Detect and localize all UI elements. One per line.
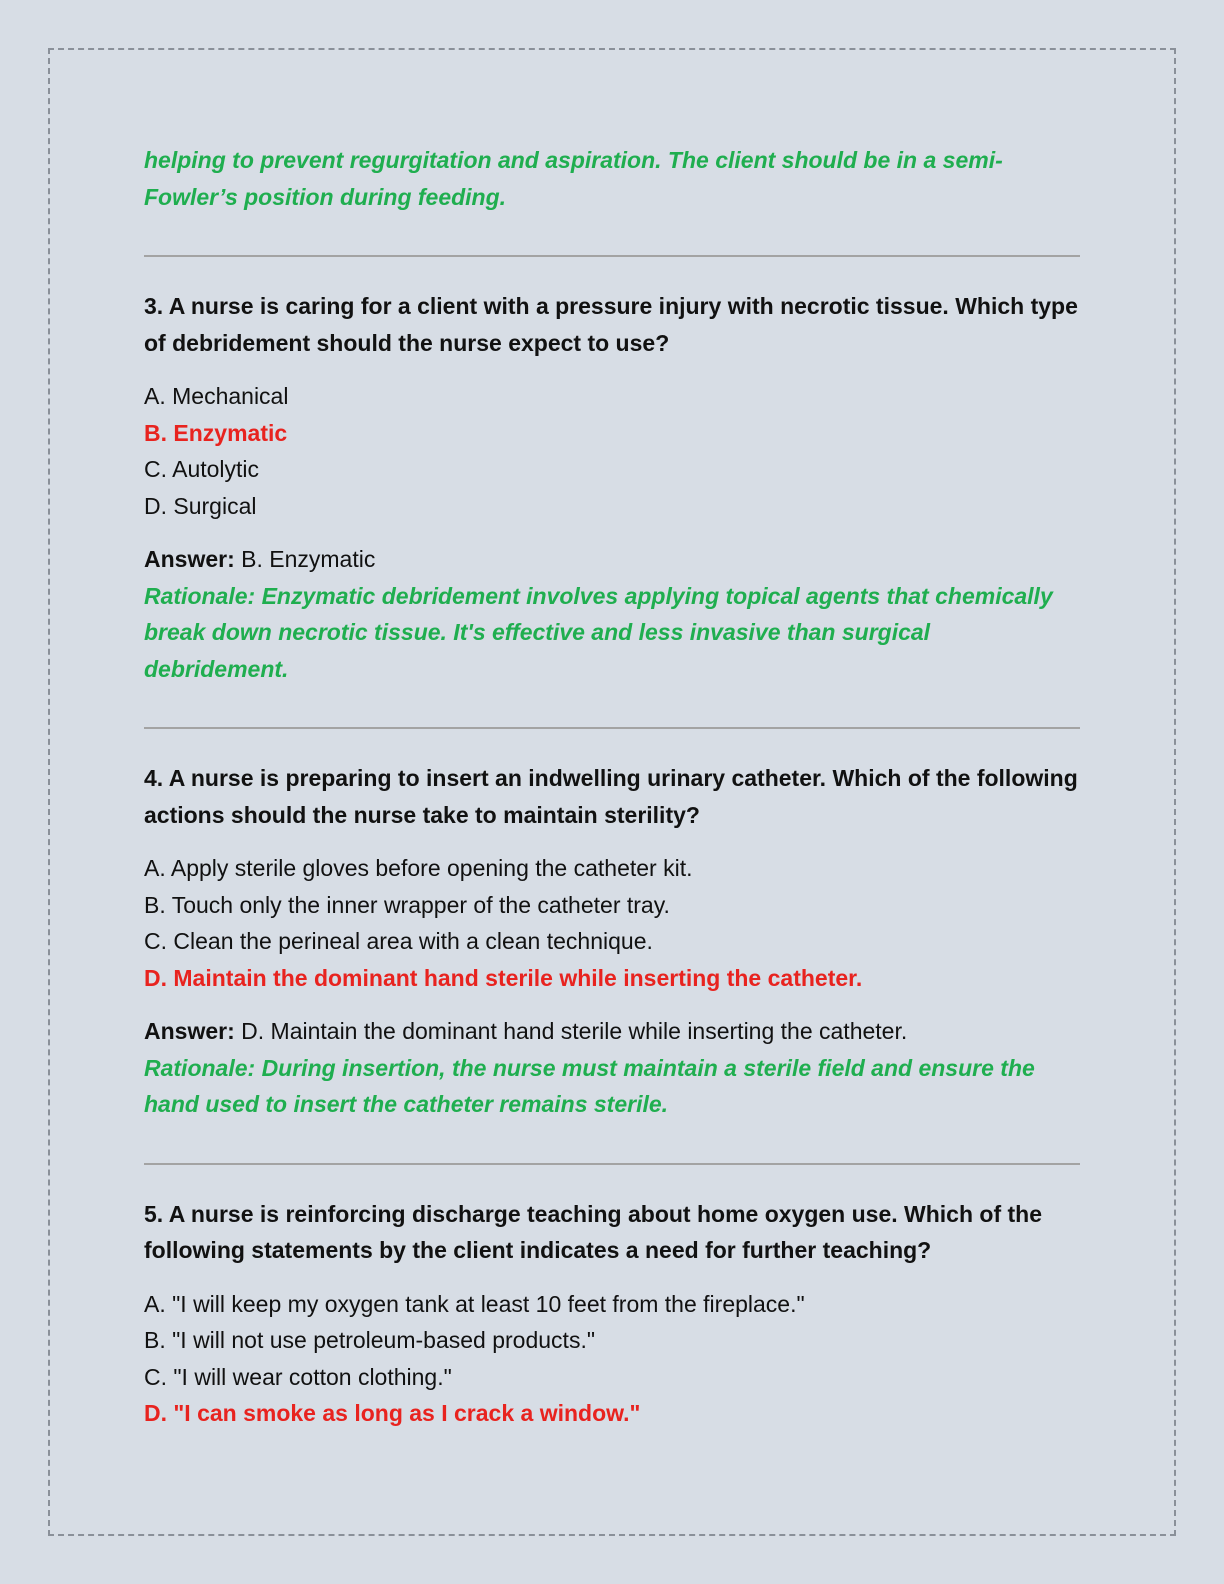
option-list xyxy=(144,378,1080,524)
option-list xyxy=(144,850,1080,996)
rationale: Rationale: Enzymatic debridement involves applying topical agents that chemically break down necrotic tissue. It's effective and less invasive than surgical debridement. xyxy=(144,582,1053,682)
answer-text: D. Maintain the dominant hand sterile while inserting the catheter. xyxy=(234,1018,908,1044)
question-stem: 3. A nurse is caring for a client with a pressure injury with necrotic tissue. Which type of debridement should the nurse expect to use? xyxy=(144,293,1078,356)
option-c: C. Clean the perineal area with a clean technique. xyxy=(144,928,653,954)
answer-label: Answer: xyxy=(144,1018,235,1044)
intro-rationale: helping to prevent regurgitation and aspiration. The client should be in a semi-Fowler’s position during feeding. xyxy=(144,147,1003,210)
question-block-5 xyxy=(144,1196,1080,1432)
option-a: A. Mechanical xyxy=(144,383,289,409)
answer-text: B. Enzymatic xyxy=(234,546,376,572)
option-list xyxy=(144,1286,1080,1432)
question-stem: 5. A nurse is reinforcing discharge teaching about home oxygen use. Which of the following statements by the client indicates a need for further teaching? xyxy=(144,1200,1042,1263)
option-a: A. "I will keep my oxygen tank at least 10 feet from the fireplace." xyxy=(144,1290,805,1317)
option-c: C. "I will wear cotton clothing." xyxy=(144,1363,452,1390)
answer-line xyxy=(144,1013,1080,1050)
divider xyxy=(144,255,1080,257)
divider xyxy=(144,1163,1080,1165)
option-a: A. Apply sterile gloves before opening the catheter kit. xyxy=(144,855,693,881)
document-content xyxy=(144,142,1080,1432)
answer-line xyxy=(144,541,1080,578)
rationale: Rationale: During insertion, the nurse must maintain a sterile field and ensure the hand used to insert the catheter remains sterile. xyxy=(144,1054,1035,1117)
option-d-correct: D. "I can smoke as long as I crack a window." xyxy=(144,1400,641,1426)
option-d-correct: D. Maintain the dominant hand sterile while inserting the catheter. xyxy=(144,964,863,991)
option-b: B. Touch only the inner wrapper of the catheter tray. xyxy=(144,891,670,918)
question-stem: 4. A nurse is preparing to insert an indwelling urinary catheter. Which of the following actions should the nurse take to maintain sterility? xyxy=(144,765,1078,828)
option-c: C. Autolytic xyxy=(144,456,260,482)
question-block-3 xyxy=(144,288,1080,687)
option-b-correct: B. Enzymatic xyxy=(144,419,288,446)
question-block-4 xyxy=(144,760,1080,1123)
divider xyxy=(144,727,1080,729)
answer-label: Answer: xyxy=(144,546,235,572)
option-b: B. "I will not use petroleum-based products." xyxy=(144,1327,595,1353)
option-d: D. Surgical xyxy=(144,492,257,519)
